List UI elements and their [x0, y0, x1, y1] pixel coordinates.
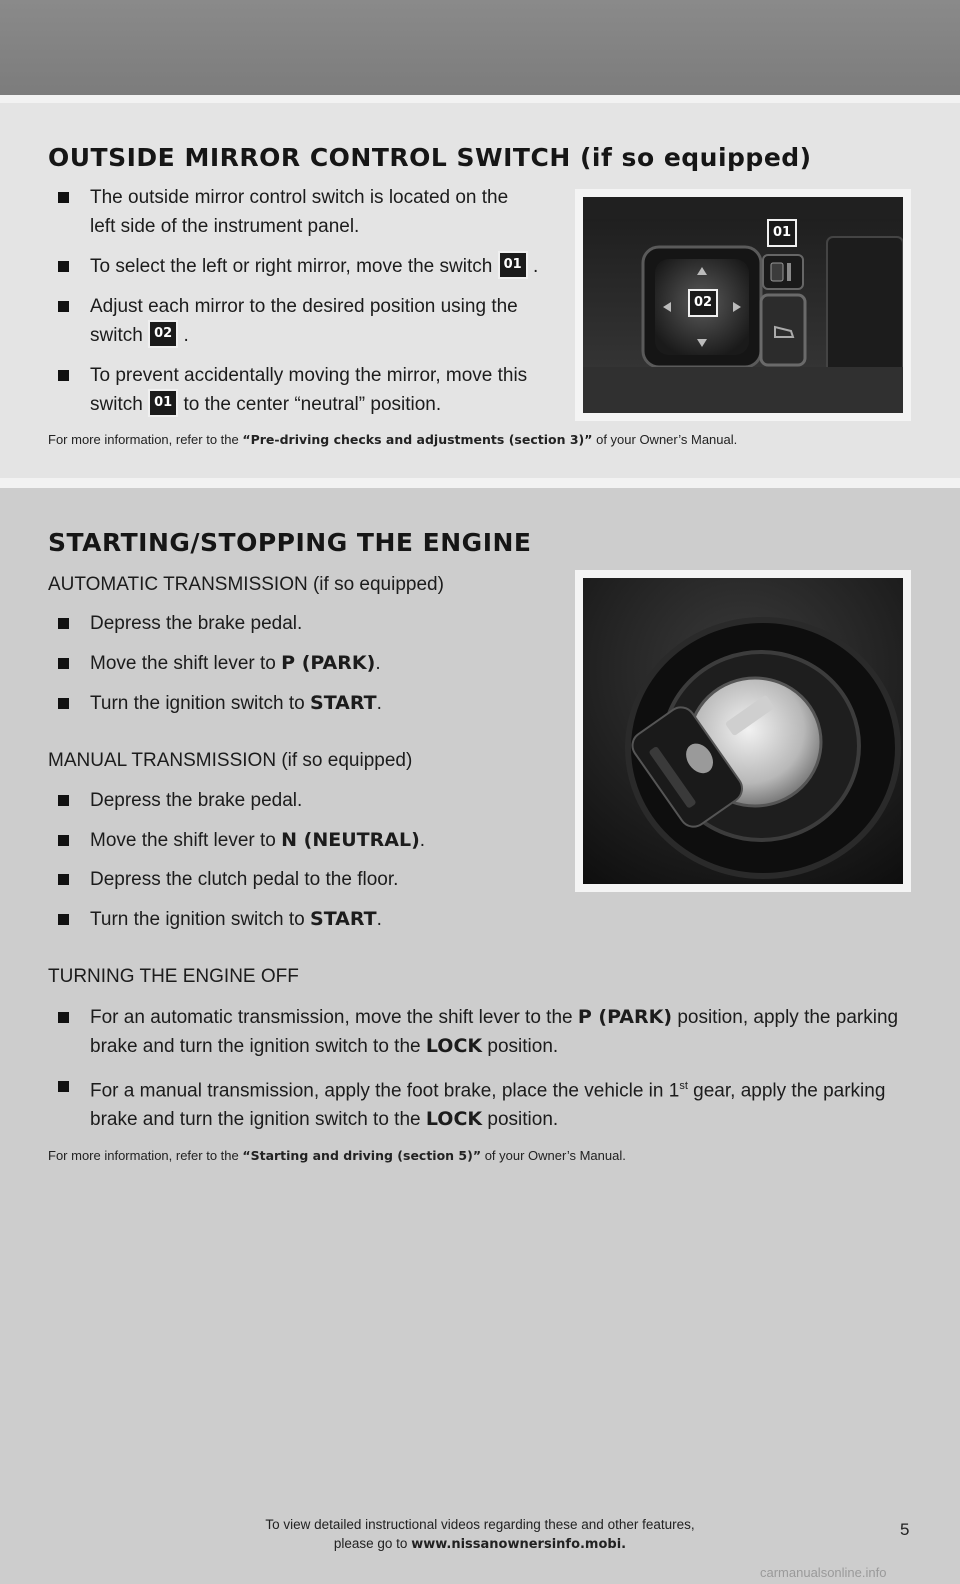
mirror-control-section: OUTSIDE MIRROR CONTROL SWITCH (if so equipped) The outside mirror control switch is located on the left side of the instrument panel. To select the left or right mirror, move the switch 01 . Adjust each mirror to the desired position using the switch 02 . To prevent accidentally moving the mirror, move this switch 01 to the center “neutral” position. For more information, refer to the “Pre-driving checks and adjustments (section 3)” of your Owner’s Manual. 01 02 — [0, 103, 960, 478]
top-banner — [0, 0, 960, 95]
bullet-square-icon — [58, 618, 69, 629]
reference-note: For more information, refer to the “Starting and driving (section 5)” of your Owner’s Manual. — [48, 1148, 626, 1163]
bullet-square-icon — [58, 192, 69, 203]
bullet-square-icon — [58, 698, 69, 709]
website-link[interactable]: www.nissanownersinfo.mobi. — [411, 1537, 627, 1552]
mirror-switch-photo — [575, 189, 911, 421]
switch-02-badge: 02 — [688, 289, 718, 317]
divider — [0, 478, 960, 488]
switch-01-badge: 01 — [498, 251, 528, 279]
switch-01-badge: 01 — [148, 389, 178, 417]
bullet-square-icon — [58, 795, 69, 806]
switch-01-badge: 01 — [767, 219, 797, 247]
subheading: AUTOMATIC TRANSMISSION (if so equipped) — [48, 574, 444, 595]
subheading: TURNING THE ENGINE OFF — [48, 966, 299, 987]
ignition-key-illustration — [583, 578, 903, 884]
watermark: carmanualsonline.info — [760, 1565, 887, 1580]
bullet-square-icon — [58, 874, 69, 885]
bullet-square-icon — [58, 1012, 69, 1023]
divider — [0, 95, 960, 103]
engine-section: STARTING/STOPPING THE ENGINE AUTOMATIC TRANSMISSION (if so equipped) Depress the brake pedal. Move the shift lever to P (PARK). Turn the ignition switch to START. MANUAL TRANSMISSION (if so equipped) Depress the brake pedal. Move the shift lever to N (NEUTRAL). Depress the clutch pedal to the floor. Turn the ignition switch to START. TURNING THE ENGINE OFF For an automatic transmission, move the shift lever to the P (PARK) position, apply the parking brake and turn the ignition switch to the LOCK position. For a manual transmission, apply the foot brake, place the vehicle in 1st gear, apply the parking brake and turn the ignition switch to the LOCK position. For more information, refer to the “Starting and driving (section 5)” of your Owner’s Manual. — [0, 488, 960, 1584]
bullet-square-icon — [58, 1081, 69, 1092]
bullet-square-icon — [58, 835, 69, 846]
subheading: MANUAL TRANSMISSION (if so equipped) — [48, 750, 413, 771]
bullet-square-icon — [58, 370, 69, 381]
section-title: STARTING/STOPPING THE ENGINE — [48, 528, 532, 557]
reference-note: For more information, refer to the “Pre-driving checks and adjustments (section 3)” of your Owner’s Manual. — [48, 432, 738, 447]
footer-note: To view detailed instructional videos regarding these and other features, please go to www.nissanownersinfo.mobi. — [265, 1517, 695, 1552]
bullet-square-icon — [58, 301, 69, 312]
bullet-square-icon — [58, 914, 69, 925]
ignition-key-photo — [575, 570, 911, 892]
bullet-square-icon — [58, 261, 69, 272]
section-title: OUTSIDE MIRROR CONTROL SWITCH (if so equipped) — [48, 143, 812, 172]
page-number: 5 — [900, 1520, 910, 1539]
switch-02-badge: 02 — [148, 320, 178, 348]
mirror-switch-illustration — [583, 197, 903, 413]
bullet-square-icon — [58, 658, 69, 669]
